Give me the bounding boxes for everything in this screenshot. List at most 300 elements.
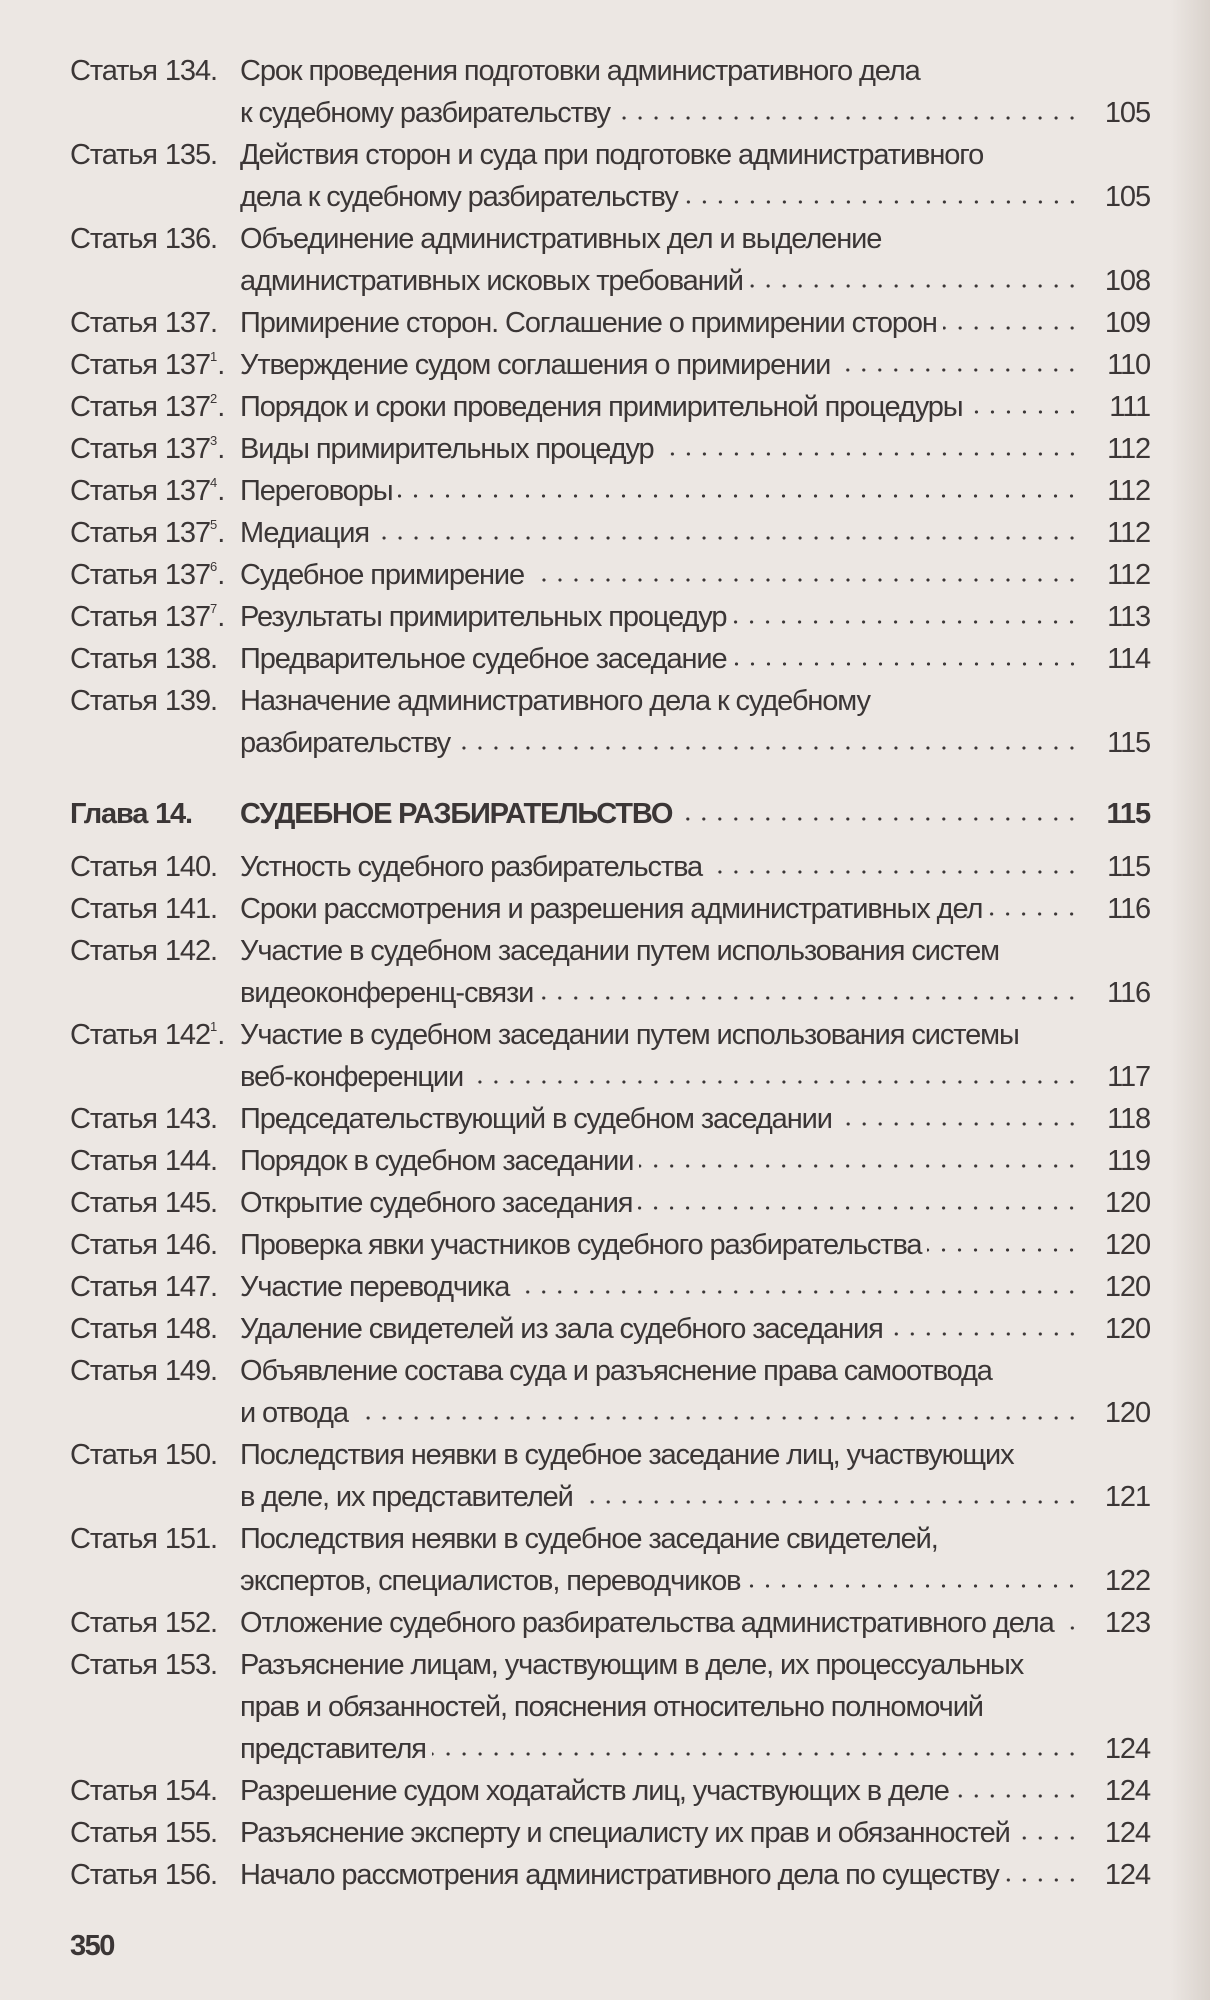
toc-entry <box>70 554 1150 596</box>
dot-leader <box>1016 1832 1080 1842</box>
title-text: Результаты примирительных процедур <box>240 601 727 633</box>
entry-title <box>240 134 1150 218</box>
article-number: 156. <box>164 1859 217 1891</box>
toc-entry <box>70 680 1150 764</box>
title-line <box>240 680 1150 722</box>
title-line <box>240 1434 1150 1476</box>
dot-leader <box>988 908 1080 918</box>
dot-leader <box>638 1202 1080 1212</box>
page-ref: 109 <box>1104 307 1150 339</box>
article-number: 141. <box>164 893 217 925</box>
toc-entry <box>70 134 1150 218</box>
title-line <box>240 386 1150 428</box>
article-number: 134. <box>164 55 217 87</box>
dot-leader <box>733 658 1080 668</box>
title-line <box>240 1560 1150 1602</box>
page-ref: 112 <box>1107 517 1150 549</box>
title-line <box>240 1014 1150 1056</box>
dot-leader <box>732 616 1080 626</box>
article-number: 155. <box>164 1817 217 1849</box>
article-label <box>70 512 240 554</box>
dot-leader <box>749 280 1080 290</box>
article-number: 137 <box>164 349 210 381</box>
title-text: в деле, их представителей <box>240 1481 573 1513</box>
label-word: Статья <box>70 1523 157 1555</box>
article-number: 138. <box>164 643 217 675</box>
article-label <box>70 50 240 134</box>
article-superscript: 6 <box>209 559 218 574</box>
article-superscript: 1 <box>209 349 218 364</box>
article-number: 149. <box>164 1355 217 1387</box>
toc-entry <box>70 428 1150 470</box>
title-text: представителя <box>240 1733 426 1765</box>
toc-entry <box>70 930 1150 1014</box>
title-line <box>240 1812 1150 1854</box>
label-word: Статья <box>70 517 157 549</box>
title-text: Назначение административного дела к судебному <box>240 685 870 717</box>
title-text: дела к судебному разбирательству <box>240 181 678 213</box>
page-ref: 110 <box>1107 349 1150 381</box>
title-line <box>240 1518 1150 1560</box>
page-ref: 112 <box>1107 475 1150 507</box>
title-text: Предварительное судебное заседание <box>240 643 727 675</box>
entry-title <box>240 793 1150 835</box>
article-label <box>70 428 240 470</box>
article-label <box>70 1770 240 1812</box>
dot-leader <box>708 866 1080 876</box>
title-line <box>240 1098 1150 1140</box>
entry-title <box>240 888 1150 930</box>
dot-leader <box>927 1244 1080 1254</box>
page-ref: 120 <box>1104 1313 1150 1345</box>
article-number: 139. <box>164 685 217 717</box>
title-line <box>240 846 1150 888</box>
title-text: экспертов, специалистов, переводчиков <box>240 1565 741 1597</box>
title-line <box>240 930 1150 972</box>
article-label <box>70 302 240 344</box>
title-text: Медиация <box>240 517 369 549</box>
dot-leader <box>889 1328 1080 1338</box>
dot-leader <box>456 742 1080 752</box>
article-label <box>70 1224 240 1266</box>
article-label <box>70 470 240 512</box>
entry-title <box>240 1266 1150 1308</box>
article-superscript: 1 <box>209 1019 218 1034</box>
entry-title <box>240 554 1150 596</box>
page-ref: 120 <box>1104 1271 1150 1303</box>
article-label <box>70 680 240 764</box>
article-superscript: 3 <box>209 433 218 448</box>
entry-title <box>240 680 1150 764</box>
period: . <box>217 391 225 423</box>
entry-title <box>240 638 1150 680</box>
dot-leader <box>660 448 1080 458</box>
dot-leader <box>398 490 1080 500</box>
label-word: Статья <box>70 1649 157 1681</box>
toc-entry <box>70 1014 1150 1098</box>
title-line <box>240 428 1150 470</box>
title-line <box>240 1644 1150 1686</box>
dot-leader <box>639 1160 1080 1170</box>
article-number: 14. <box>155 798 192 830</box>
article-number: 150. <box>164 1439 217 1471</box>
label-word: Статья <box>70 1229 157 1261</box>
toc-entry <box>70 1644 1150 1770</box>
label-word: Статья <box>70 643 157 675</box>
period: . <box>217 559 225 591</box>
page-ref: 112 <box>1107 433 1150 465</box>
title-line <box>240 972 1150 1014</box>
label-word: Статья <box>70 433 157 465</box>
label-word: Статья <box>70 1775 157 1807</box>
toc-entry <box>70 1812 1150 1854</box>
article-label <box>70 1602 240 1644</box>
toc-entry <box>70 1854 1150 1896</box>
dot-leader <box>1005 1874 1080 1884</box>
title-text: Последствия неявки в судебное заседание свидетелей, <box>240 1523 938 1555</box>
title-line <box>240 1308 1150 1350</box>
title-text: Начало рассмотрения административного дела по существу <box>240 1859 999 1891</box>
toc-entry <box>70 302 1150 344</box>
title-line <box>240 1392 1150 1434</box>
title-line <box>240 1476 1150 1518</box>
title-text: и отвода <box>240 1397 348 1429</box>
dot-leader <box>943 322 1080 332</box>
page-ref: 119 <box>1107 1145 1150 1177</box>
title-text: Участие в судебном заседании путем использования системы <box>240 1019 1019 1051</box>
page-ref: 124 <box>1104 1859 1150 1891</box>
page-ref: 117 <box>1107 1061 1150 1093</box>
title-text: разбирательству <box>240 727 451 759</box>
title-text: Срок проведения подготовки административного дела <box>240 55 920 87</box>
title-line <box>240 596 1150 638</box>
period: . <box>217 433 225 465</box>
entry-title <box>240 1854 1150 1896</box>
toc-entry <box>70 218 1150 302</box>
toc-entry <box>70 846 1150 888</box>
title-text: Утверждение судом соглашения о примирении <box>240 349 831 381</box>
period: . <box>217 517 225 549</box>
article-superscript: 2 <box>209 391 218 406</box>
title-text: Удаление свидетелей из зала судебного заседания <box>240 1313 883 1345</box>
page-ref: 114 <box>1107 643 1150 675</box>
toc-entry <box>70 1140 1150 1182</box>
toc-entry <box>70 1182 1150 1224</box>
page-ref: 105 <box>1104 97 1150 129</box>
label-word: Статья <box>70 139 157 171</box>
article-label <box>70 1014 240 1098</box>
entry-title <box>240 596 1150 638</box>
entry-title <box>240 1350 1150 1434</box>
page-ref: 121 <box>1104 1481 1150 1513</box>
title-line <box>240 470 1150 512</box>
title-text: Объявление состава суда и разъяснение права самоотвода <box>240 1355 992 1387</box>
page-ref: 115 <box>1106 798 1150 830</box>
label-word: Статья <box>70 851 157 883</box>
label-word: Статья <box>70 1313 157 1345</box>
page-ref: 120 <box>1104 1229 1150 1261</box>
toc-entry <box>70 470 1150 512</box>
page-ref: 108 <box>1104 265 1150 297</box>
dot-leader <box>530 574 1080 584</box>
title-text: Устность судебного разбирательства <box>240 851 703 883</box>
article-label <box>70 1854 240 1896</box>
title-line <box>240 554 1150 596</box>
entry-title <box>240 1182 1150 1224</box>
article-number: 135. <box>164 139 217 171</box>
title-text: административных исковых требований <box>240 265 743 297</box>
dot-leader <box>969 406 1080 416</box>
article-label <box>70 218 240 302</box>
article-label <box>70 134 240 218</box>
chapter-heading <box>70 793 1150 835</box>
title-line <box>240 176 1150 218</box>
label-word: Статья <box>70 1019 157 1051</box>
article-label <box>70 1350 240 1434</box>
page-ref: 116 <box>1107 893 1150 925</box>
article-number: 137 <box>164 475 210 507</box>
entry-title <box>240 1812 1150 1854</box>
title-line <box>240 218 1150 260</box>
label-word: Статья <box>70 1859 157 1891</box>
page-ref: 122 <box>1104 1565 1150 1597</box>
article-number: 148. <box>164 1313 217 1345</box>
label-word: Статья <box>70 223 157 255</box>
title-line <box>240 638 1150 680</box>
article-number: 137 <box>164 433 210 465</box>
entry-title <box>240 1098 1150 1140</box>
label-word: Статья <box>70 1607 157 1639</box>
article-superscript: 4 <box>209 475 218 490</box>
dot-leader <box>746 1580 1080 1590</box>
article-number: 137 <box>164 391 210 423</box>
title-line <box>240 134 1150 176</box>
page-ref: 113 <box>1107 601 1150 633</box>
title-text: Открытие судебного заседания <box>240 1187 633 1219</box>
table-of-contents <box>70 50 1150 1896</box>
title-text: Объединение административных дел и выделение <box>240 223 882 255</box>
entry-title <box>240 512 1150 554</box>
label-word: Статья <box>70 475 157 507</box>
article-number: 142 <box>164 1019 210 1051</box>
label-word: Статья <box>70 1271 157 1303</box>
title-text: Действия сторон и суда при подготовке административного <box>240 139 984 171</box>
entry-title <box>240 470 1150 512</box>
article-number: 146. <box>164 1229 217 1261</box>
title-text: Порядок в судебном заседании <box>240 1145 634 1177</box>
entry-title <box>240 218 1150 302</box>
dot-leader <box>1060 1622 1080 1632</box>
title-text: прав и обязанностей, пояснения относительно полномочий <box>240 1691 983 1723</box>
title-line <box>240 1854 1150 1896</box>
title-line <box>240 92 1150 134</box>
entry-title <box>240 846 1150 888</box>
page-number: 350 <box>70 1930 114 1962</box>
dot-leader <box>616 112 1080 122</box>
page-edge-shadow <box>1170 0 1210 2000</box>
title-text: Разрешение судом ходатайств лиц, участвующих в деле <box>240 1775 949 1807</box>
page-ref: 124 <box>1104 1775 1150 1807</box>
toc-entry <box>70 386 1150 428</box>
title-text: видеоконференц-связи <box>240 977 534 1009</box>
article-label <box>70 1518 240 1602</box>
label-word: Статья <box>70 1103 157 1135</box>
title-line <box>240 1350 1150 1392</box>
article-label <box>70 1812 240 1854</box>
page-ref: 115 <box>1107 727 1150 759</box>
entry-title <box>240 428 1150 470</box>
article-label <box>70 930 240 1014</box>
title-line <box>240 793 1150 835</box>
article-label <box>70 1434 240 1518</box>
title-text: Председательствующий в судебном заседании <box>240 1103 832 1135</box>
article-number: 144. <box>164 1145 217 1177</box>
entry-title <box>240 1014 1150 1098</box>
entry-title <box>240 1308 1150 1350</box>
title-line <box>240 260 1150 302</box>
article-number: 151. <box>164 1523 217 1555</box>
label-word: Статья <box>70 1187 157 1219</box>
page-ref: 124 <box>1104 1733 1150 1765</box>
label-word: Статья <box>70 1817 157 1849</box>
title-text: Порядок и сроки проведения примирительной процедуры <box>240 391 963 423</box>
toc-entry <box>70 596 1150 638</box>
toc-entry <box>70 1602 1150 1644</box>
article-number: 143. <box>164 1103 217 1135</box>
page-ref: 123 <box>1104 1607 1150 1639</box>
article-number: 137 <box>164 517 210 549</box>
dot-leader <box>579 1496 1080 1506</box>
article-number: 140. <box>164 851 217 883</box>
title-line <box>240 1182 1150 1224</box>
article-label <box>70 554 240 596</box>
toc-entry <box>70 50 1150 134</box>
article-number: 152. <box>164 1607 217 1639</box>
article-superscript: 5 <box>209 517 218 532</box>
title-line <box>240 1686 1150 1728</box>
article-superscript: 7 <box>209 601 218 616</box>
title-line <box>240 888 1150 930</box>
title-line <box>240 1728 1150 1770</box>
title-text: Переговоры <box>240 475 393 507</box>
toc-entry <box>70 1770 1150 1812</box>
dot-leader <box>469 1076 1080 1086</box>
title-text: Примирение сторон. Соглашение о примирении сторон <box>240 307 937 339</box>
title-text: Отложение судебного разбирательства административного дела <box>240 1607 1054 1639</box>
dot-leader <box>684 196 1080 206</box>
dot-leader <box>838 1118 1080 1128</box>
article-label <box>70 596 240 638</box>
article-label <box>70 1182 240 1224</box>
title-text: к судебному разбирательству <box>240 97 610 129</box>
title-line <box>240 302 1150 344</box>
dot-leader <box>836 364 1080 374</box>
title-text: Участие в судебном заседании путем использования систем <box>240 935 999 967</box>
title-text: Разъяснение лицам, участвующим в деле, их процессуальных <box>240 1649 1024 1681</box>
article-label <box>70 1266 240 1308</box>
page-ref: 124 <box>1104 1817 1150 1849</box>
toc-entry <box>70 512 1150 554</box>
label-word: Статья <box>70 349 157 381</box>
toc-entry <box>70 1308 1150 1350</box>
toc-entry <box>70 888 1150 930</box>
article-label <box>70 888 240 930</box>
label-word: Статья <box>70 391 157 423</box>
article-label <box>70 344 240 386</box>
article-number: 145. <box>164 1187 217 1219</box>
label-word: Статья <box>70 685 157 717</box>
period: . <box>217 349 225 381</box>
entry-title <box>240 1140 1150 1182</box>
label-word: Статья <box>70 1145 157 1177</box>
entry-title <box>240 1224 1150 1266</box>
page-ref: 105 <box>1104 181 1150 213</box>
entry-title <box>240 1602 1150 1644</box>
page-ref: 112 <box>1107 559 1150 591</box>
entry-title <box>240 1770 1150 1812</box>
toc-entry <box>70 1266 1150 1308</box>
title-text: Проверка явки участников судебного разбирательства <box>240 1229 922 1261</box>
title-line <box>240 344 1150 386</box>
title-line <box>240 512 1150 554</box>
chapter-label <box>70 793 240 835</box>
label-word: Статья <box>70 1439 157 1471</box>
title-text: Последствия неявки в судебное заседание лиц, участвующих <box>240 1439 1014 1471</box>
article-number: 142. <box>164 935 217 967</box>
dot-leader <box>432 1748 1080 1758</box>
entry-title <box>240 1518 1150 1602</box>
page-ref: 116 <box>1107 977 1150 1009</box>
article-number: 136. <box>164 223 217 255</box>
title-text: Виды примирительных процедур <box>240 433 654 465</box>
label-word: Глава <box>70 798 148 830</box>
article-number: 137. <box>164 307 217 339</box>
title-line <box>240 722 1150 764</box>
dot-leader <box>354 1412 1080 1422</box>
entry-title <box>240 386 1150 428</box>
article-label <box>70 638 240 680</box>
period: . <box>217 475 225 507</box>
article-label <box>70 1644 240 1770</box>
label-word: Статья <box>70 935 157 967</box>
toc-entry <box>70 1518 1150 1602</box>
article-label <box>70 1308 240 1350</box>
entry-title <box>240 50 1150 134</box>
label-word: Статья <box>70 55 157 87</box>
article-number: 137 <box>164 601 210 633</box>
dot-leader <box>539 992 1080 1002</box>
article-label <box>70 846 240 888</box>
dot-leader <box>375 532 1080 542</box>
dot-leader <box>515 1286 1080 1296</box>
page-ref: 120 <box>1104 1397 1150 1429</box>
article-label <box>70 1098 240 1140</box>
entry-title <box>240 344 1150 386</box>
toc-entry <box>70 344 1150 386</box>
page-ref: 111 <box>1109 391 1150 423</box>
page-ref: 120 <box>1104 1187 1150 1219</box>
title-line <box>240 50 1150 92</box>
article-number: 147. <box>164 1271 217 1303</box>
title-text: веб-конференции <box>240 1061 464 1093</box>
toc-entry <box>70 1350 1150 1434</box>
title-line <box>240 1140 1150 1182</box>
period: . <box>217 1019 225 1051</box>
period: . <box>217 601 225 633</box>
title-text: Сроки рассмотрения и разрешения административных дел <box>240 893 983 925</box>
title-text: Участие переводчика <box>240 1271 510 1303</box>
entry-title <box>240 1434 1150 1518</box>
